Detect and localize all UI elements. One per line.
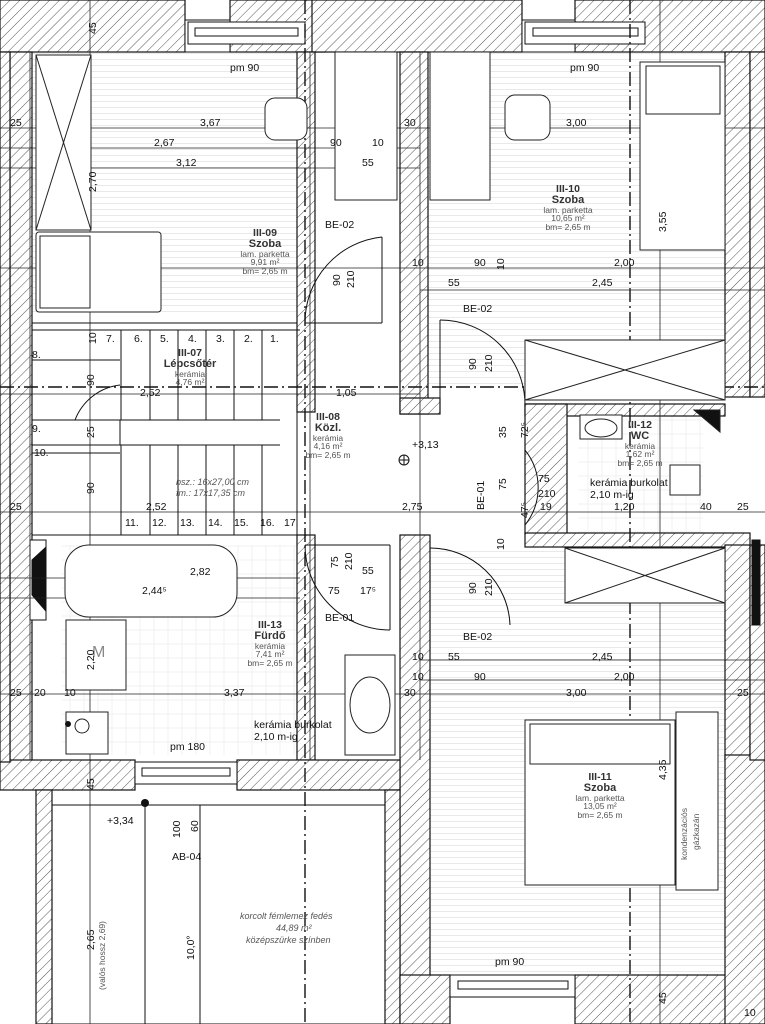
dim-text: 10: [64, 687, 76, 699]
dim-text: 17⁵: [360, 585, 377, 597]
roof-slope: 10,0°: [185, 935, 197, 960]
wc-tile-height: 2,10 m-ig: [590, 489, 634, 501]
stair-number: 5.: [160, 333, 169, 345]
dim-text: 45: [85, 778, 97, 790]
dim-text: 90: [85, 482, 97, 494]
dim-text: 25: [10, 687, 22, 699]
stair-number: 10.: [34, 447, 49, 459]
dim-text: 210: [483, 578, 495, 596]
dim-text: 3,00: [566, 687, 587, 699]
dim-text: 2,44⁵: [142, 585, 167, 597]
dim-text: 4,35: [657, 759, 669, 780]
door-label: BE-02: [463, 631, 493, 643]
window-label: pm 90: [495, 956, 525, 968]
dim-text: 90: [474, 671, 486, 683]
roof-note-2: 44,89 m²: [276, 923, 312, 933]
dim-text: 100: [171, 820, 183, 838]
stair-number: 1.: [270, 333, 279, 345]
dim-text: 90: [467, 358, 479, 370]
dim-text: 75: [538, 473, 550, 485]
stair-number: 9.: [32, 423, 41, 435]
basin-mark: M: [92, 644, 106, 661]
dim-text: 210: [483, 354, 495, 372]
roof-note-3: középszürke színben: [246, 935, 331, 945]
dim-text: 10: [412, 257, 424, 269]
dim-text: 90: [474, 257, 486, 269]
roof-outline: [52, 805, 385, 1024]
dim-text: 2,82: [190, 566, 211, 578]
dim-text: 3,12: [176, 157, 197, 169]
dim-text: 60: [189, 820, 201, 832]
dim-text: 2,00: [614, 671, 635, 683]
dim-text: 2,52: [140, 387, 161, 399]
dim-text: 90: [331, 274, 343, 286]
roof-code: AB-04: [172, 851, 202, 863]
bath-tile-height: 2,10 m-ig: [254, 731, 298, 743]
stair-number: 6.: [134, 333, 143, 345]
dim-text: 55: [448, 277, 460, 289]
dim-text: 25: [85, 426, 97, 438]
dim-text: 3,00: [566, 117, 587, 129]
dim-text: 10: [372, 137, 384, 149]
room-label-iii-07: III-07 Lépcsőtér kerámia 4,76 m²: [163, 347, 217, 387]
stair-note-1: bsz.: 16x27,00 cm: [176, 477, 250, 487]
dim-text: 10: [495, 538, 507, 550]
roof-dim: 2,65: [85, 929, 97, 950]
dim-text: 90: [330, 137, 342, 149]
door-label: BE-01: [475, 480, 487, 510]
dim-text: 10: [744, 1007, 756, 1019]
dim-text: 210: [343, 552, 355, 570]
stair-number: 11.: [125, 517, 139, 529]
wc-tile-note: kerámia burkolat: [590, 477, 668, 489]
room-label-iii-11: III-11 Szoba lam. parketta 13,05 m² bm= 2,65 m: [575, 771, 625, 820]
dim-text: 10: [412, 671, 424, 683]
window-label: pm 90: [230, 62, 260, 74]
dim-text: 19: [540, 501, 552, 513]
dim-text: 90: [85, 374, 97, 386]
dim-text: 3,55: [657, 211, 669, 232]
boiler-note-2: gázkazán: [691, 813, 701, 850]
room-label-iii-12: III-12 WC kerámia 1,62 m² bm= 2,65 m: [617, 419, 663, 468]
dim-text: 45: [87, 22, 99, 34]
dim-text: 30: [404, 117, 416, 129]
dim-text: 1,20: [614, 501, 635, 513]
dim-text: 47⁵: [519, 501, 531, 518]
level-roof: +3,34: [107, 815, 134, 827]
dim-text: 55: [362, 157, 374, 169]
dim-text: 2,20: [85, 649, 97, 670]
roof-dim-real: (valós hossz 2,69): [97, 921, 107, 990]
stair-number: 4.: [188, 333, 197, 345]
dim-text: 10: [87, 332, 99, 344]
dim-text: 2,45: [592, 651, 613, 663]
dim-text: 90: [467, 582, 479, 594]
door-label: BE-02: [325, 219, 355, 231]
dim-text: 25: [737, 501, 749, 513]
dim-text: 10: [412, 651, 424, 663]
stair-number: 16.: [260, 517, 275, 529]
dim-text: 3,37: [224, 687, 245, 699]
dim-text: 75: [329, 556, 341, 568]
dim-text: 30: [404, 687, 416, 699]
room-label-iii-08: III-08 Közl. kerámia 4,16 m² bm= 2,65 m: [305, 411, 351, 460]
window-label: pm 90: [570, 62, 600, 74]
room-label-iii-10: III-10 Szoba lam. parketta 10,65 m² bm= 2,65 m: [543, 183, 593, 232]
stair-number: 3.: [216, 333, 225, 345]
dim-text: 20: [34, 687, 46, 699]
dim-text: 72⁵: [519, 421, 531, 438]
bath-tile-note: kerámia burkolat: [254, 719, 332, 731]
stair-number: 15.: [234, 517, 249, 529]
stair-number: 12.: [152, 517, 167, 529]
stair-number: 14.: [208, 517, 223, 529]
dim-text: 2,52: [146, 501, 167, 513]
dim-text: 25: [737, 687, 749, 699]
dim-text: 2,75: [402, 501, 423, 513]
dim-text: 2,00: [614, 257, 635, 269]
dim-text: 3,67: [200, 117, 221, 129]
stair-number: 17.: [284, 517, 299, 529]
dim-text: 55: [448, 651, 460, 663]
room-label-iii-13: III-13 Fürdő kerámia 7,41 m² bm= 2,65 m: [247, 619, 293, 668]
dim-text: 25: [10, 501, 22, 513]
stair-note-2: fm.: 17x17,35 cm: [176, 488, 246, 498]
stair-number: 13.: [180, 517, 195, 529]
dim-text: 1,05: [336, 387, 357, 399]
dim-text: 10: [495, 258, 507, 270]
window-label: pm 180: [170, 741, 206, 753]
dim-text: 210: [538, 488, 556, 500]
dim-text: 2,45: [592, 277, 613, 289]
boiler-note-1: kondenzációs: [679, 808, 689, 860]
stair-number: 8.: [32, 349, 41, 361]
dim-text: 45: [657, 992, 669, 1004]
room-label-iii-09: III-09 Szoba lam. parketta 9,91 m² bm= 2,65 m: [240, 227, 290, 276]
dim-text: 75: [497, 478, 509, 490]
door-label: BE-02: [463, 303, 493, 315]
dim-text: 75: [328, 585, 340, 597]
stair-number: 7.: [106, 333, 115, 345]
dim-text: 210: [345, 270, 357, 288]
door-label: BE-01: [325, 612, 355, 624]
dim-text: 25: [10, 117, 22, 129]
roof-note-1: korcolt fémlemez fedés: [240, 911, 333, 921]
dim-text: 40: [700, 501, 712, 513]
stair-number: 2.: [244, 333, 253, 345]
dim-text: 55: [362, 565, 374, 577]
level-main: +3,13: [412, 439, 439, 451]
dim-text: 2,67: [154, 137, 175, 149]
dim-text: 2,70: [87, 171, 99, 192]
dim-text: 35: [497, 426, 509, 438]
